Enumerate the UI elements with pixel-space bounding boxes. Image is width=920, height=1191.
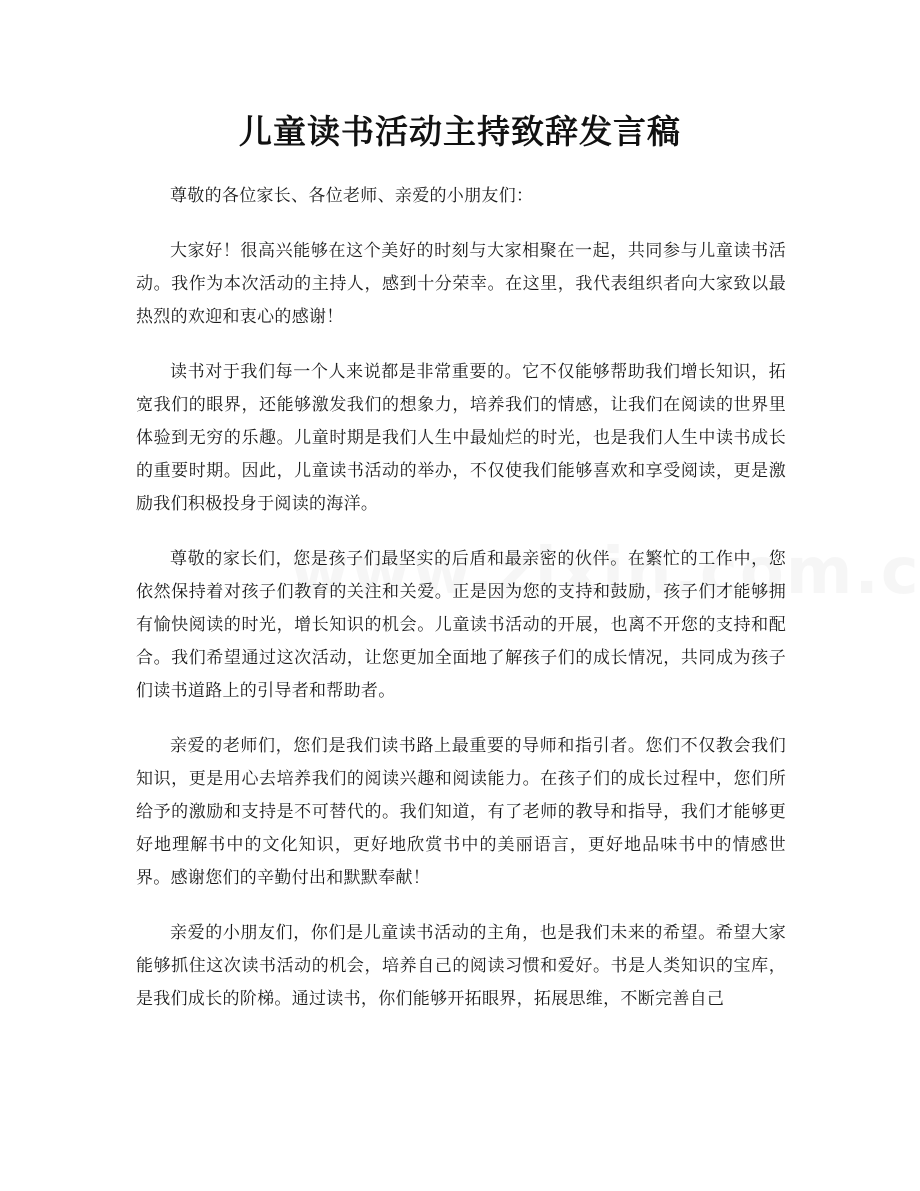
greeting-paragraph: 大家好！很高兴能够在这个美好的时刻与大家相聚在一起，共同参与儿童读书活动。我作为本次活动的主持人，感到十分荣幸。在这里，我代表组织者向大家致以最热烈的欢迎和衷心的感谢！	[136, 241, 786, 327]
salutation-paragraph: 尊敬的各位家长、各位老师、亲爱的小朋友们：	[170, 186, 534, 206]
document-title: 儿童读书活动主持致辞发言稿	[239, 112, 681, 151]
reading-importance-paragraph: 读书对于我们每一个人来说都是非常重要的。它不仅能够帮助我们增长知识，拓宽我们的眼界，还能够激发我们的想象力，培养我们的情感，让我们在阅读的世界里体验到无穷的乐趣。儿童时期是我们人生中最灿烂的时光，也是我们人生中读书成长的重要时期。因此，儿童读书活动的举办，不仅使我们能够喜欢和享受阅读，更是激励我们积极投身于阅读的海洋。	[136, 362, 786, 514]
children-paragraph: 亲爱的小朋友们，你们是儿童读书活动的主角，也是我们未来的希望。希望大家能够抓住这次读书活动的机会，培养自己的阅读习惯和爱好。书是人类知识的宝库，是我们成长的阶梯。通过读书，你们能够开拓眼界，拓展思维，不断完善自己	[136, 923, 786, 1009]
teachers-paragraph: 亲爱的老师们，您们是我们读书路上最重要的导师和指引者。您们不仅教会我们知识，更是用心去培养我们的阅读兴趣和阅读能力。在孩子们的成长过程中，您们所给予的激励和支持是不可替代的。我们知道，有了老师的教导和指导，我们才能够更好地理解书中的文化知识，更好地欣赏书中的美丽语言，更好地品味书中的情感世界。感谢您们的辛勤付出和默默奉献！	[136, 736, 786, 888]
document-body	[136, 180, 786, 1038]
parents-paragraph: 尊敬的家长们，您是孩子们最坚实的后盾和最亲密的伙伴。在繁忙的工作中，您依然保持着对孩子们教育的关注和关爱。正是因为您的支持和鼓励，孩子们才能够拥有愉快阅读的时光，增长知识的机会。儿童读书活动的开展，也离不开您的支持和配合。我们希望通过这次活动，让您更加全面地了解孩子们的成长情况，共同成为孩子们读书道路上的引导者和帮助者。	[136, 549, 786, 701]
